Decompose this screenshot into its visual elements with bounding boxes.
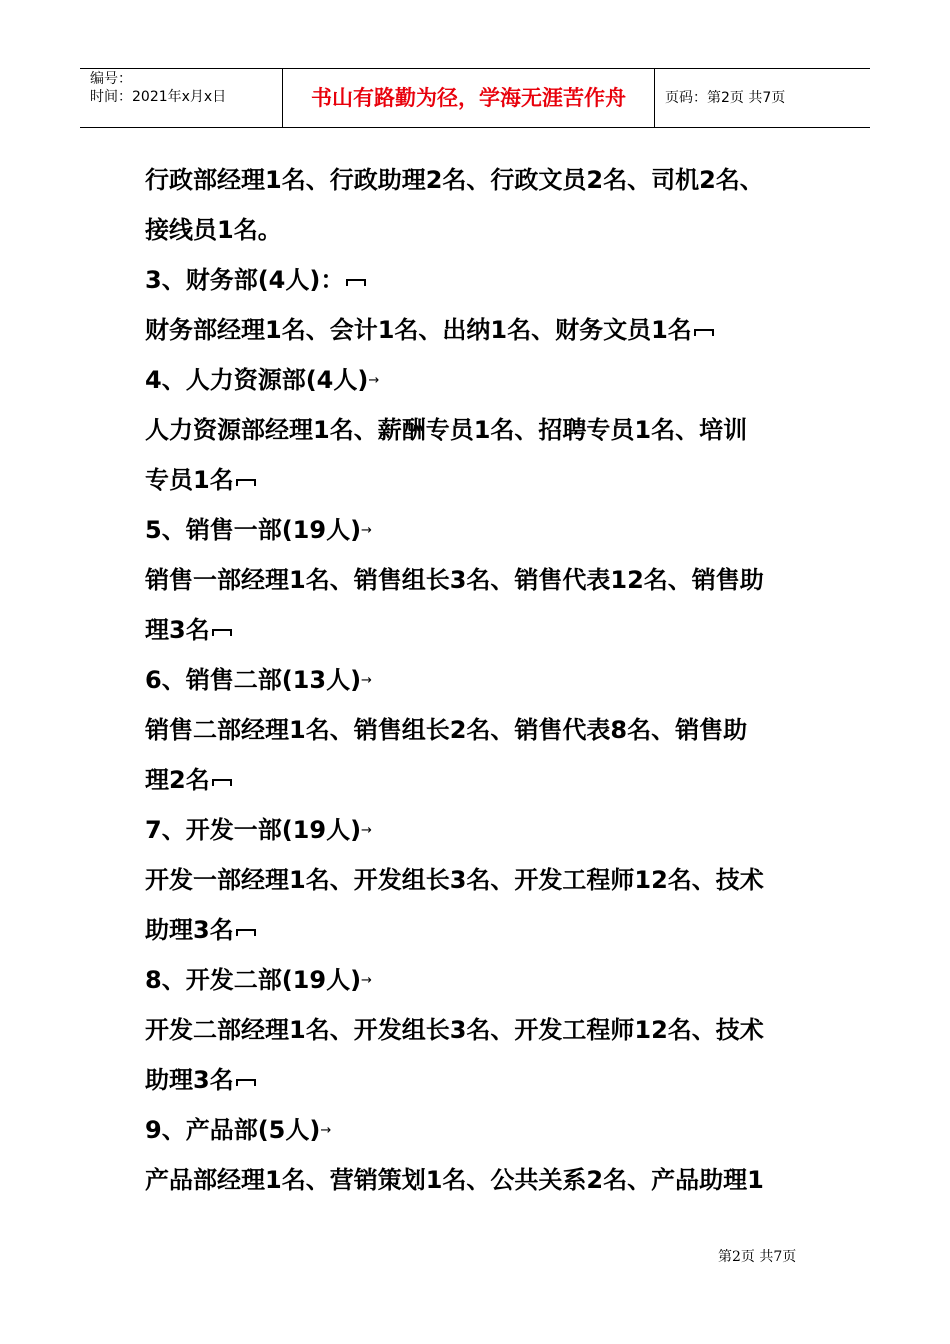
header-meta-cell (80, 69, 282, 127)
body-line (145, 305, 825, 355)
arrow-mark-icon: → (320, 1123, 332, 1138)
section-heading (145, 355, 825, 405)
header-page-cell (655, 69, 870, 127)
body-line-text: 助理3名 (145, 1066, 234, 1094)
section-heading (145, 805, 825, 855)
paragraph-mark-icon (234, 471, 256, 491)
header-motto: 书山有路勤为径，学海无涯苦作舟 (311, 86, 626, 110)
section-heading-text: 5、销售一部(19人) (145, 516, 362, 544)
paragraph-mark-icon (234, 921, 256, 941)
doc-time-label: 时间：2021年x月x日 (90, 89, 227, 105)
body-line-text: 产品部经理1名、营销策划1名、公共关系2名、产品助理1 (145, 1166, 764, 1194)
body-line-text: 助理3名 (145, 916, 234, 944)
body-line (145, 555, 825, 605)
section-heading (145, 655, 825, 705)
paragraph-mark-icon (692, 321, 714, 341)
page-footer: 第2页 共7页 (718, 1249, 797, 1265)
header-page-info: 页码：第2页 共7页 (665, 90, 786, 106)
body-line-text: 销售二部经理1名、销售组长2名、销售代表8名、销售助 (145, 716, 748, 744)
section-heading (145, 955, 825, 1005)
section-heading (145, 1105, 825, 1155)
section-heading-text: 9、产品部(5人) (145, 1116, 321, 1144)
paragraph-mark-icon (234, 1071, 256, 1091)
section-heading-text: 4、人力资源部(4人) (145, 366, 369, 394)
section-heading-text: 8、开发二部(19人) (145, 966, 362, 994)
body-line (145, 205, 825, 255)
body-line-text: 人力资源部经理1名、薪酬专员1名、招聘专员1名、培训 (145, 416, 748, 444)
arrow-mark-icon: → (361, 823, 372, 838)
section-heading-text: 6、销售二部(13人) (145, 666, 362, 694)
body-line-text: 理2名 (145, 766, 210, 794)
paragraph-mark-icon (210, 621, 232, 641)
body-line (145, 155, 825, 205)
body-line-text: 专员1名 (145, 466, 234, 494)
body-line-text: 开发二部经理1名、开发组长3名、开发工程师12名、技术 (145, 1016, 764, 1044)
body-line-text: 接线员1名。 (145, 216, 282, 244)
paragraph-mark-icon (344, 271, 366, 291)
body-line-text: 销售一部经理1名、销售组长3名、销售代表12名、销售助 (145, 566, 764, 594)
body-line (145, 1155, 825, 1205)
body-line-text: 行政部经理1名、行政助理2名、行政文员2名、司机2名、 (145, 166, 764, 194)
header-motto-cell (282, 69, 655, 127)
section-heading-text: 7、开发一部(19人) (145, 816, 362, 844)
body-line (145, 905, 825, 955)
document-header (80, 68, 870, 128)
body-line-text: 开发一部经理1名、开发组长3名、开发工程师12名、技术 (145, 866, 764, 894)
section-heading (145, 255, 825, 305)
body-line (145, 455, 825, 505)
section-heading (145, 505, 825, 555)
document-body (145, 155, 825, 1205)
body-line (145, 1005, 825, 1055)
body-line (145, 1055, 825, 1105)
body-line (145, 405, 825, 455)
arrow-mark-icon: → (368, 373, 380, 388)
doc-number-label: 编号： (90, 71, 132, 87)
body-line (145, 705, 825, 755)
body-line-text: 理3名 (145, 616, 210, 644)
body-line (145, 755, 825, 805)
body-line-text: 财务部经理1名、会计1名、出纳1名、财务文员1名 (145, 316, 692, 344)
paragraph-mark-icon (210, 771, 232, 791)
arrow-mark-icon: → (361, 673, 372, 688)
section-heading-text: 3、财务部(4人)： (145, 266, 345, 294)
body-line (145, 605, 825, 655)
arrow-mark-icon: → (361, 523, 372, 538)
body-line (145, 855, 825, 905)
arrow-mark-icon: → (361, 973, 372, 988)
